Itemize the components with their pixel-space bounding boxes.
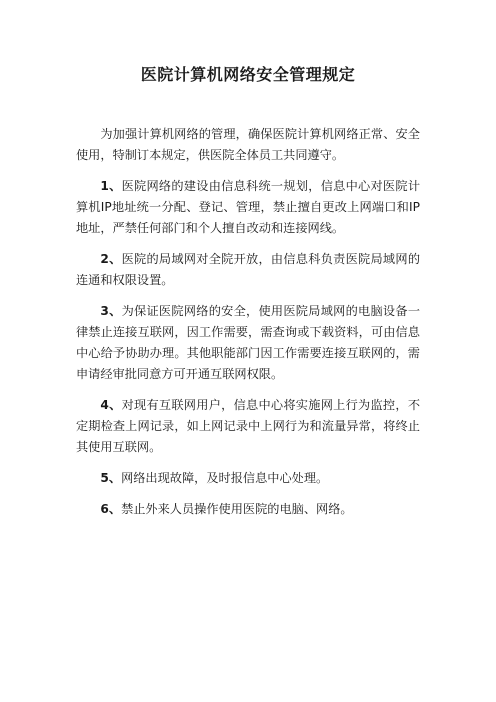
rule-item-5 [76,468,420,489]
rule-number: 3、 [100,304,122,318]
document-title: 医院计算机网络安全管理规定 [140,65,356,84]
rule-item-4 [76,395,420,458]
rule-text: 医院网络的建设由信息科统一规划，信息中心对医院计算机IP地址统一分配、登记、管理，禁止擅自更改上网端口和IP地址，严禁任何部门和个人擅自改动和连接网线。 [76,179,421,235]
rule-item-3 [76,301,420,385]
rule-item-6 [76,499,420,520]
intro-paragraph: 为加强计算机网络的管理，确保医院计算机网络正常、安全使用，特制订本规定，供医院全体员工共同遵守。 [76,127,420,162]
rule-number: 6、 [100,502,122,516]
rule-item-2 [76,249,420,291]
rule-number: 5、 [100,471,122,485]
rule-text: 为保证医院网络的安全，使用医院局域网的电脑设备一律禁止连接互联网，因工作需要，需查询或下载资料，可由信息中心给予协助办理。其他职能部门因工作需要连接互联网的，需申请经审批同意方可开通互联网权限。 [76,304,421,381]
rule-item-1 [76,176,420,239]
rule-text: 网络出现故障，及时报信息中心处理。 [121,471,329,485]
rule-number: 4、 [100,398,122,412]
rule-text: 对现有互联网用户，信息中心将实施网上行为监控，不定期检查上网记录，如上网记录中上网行为和流量异常，将终止其使用互联网。 [76,398,421,454]
rule-text: 医院的局域网对全院开放，由信息科负责医院局域网的连通和权限设置。 [76,252,421,287]
rule-number: 1、 [100,179,122,193]
rule-text: 禁止外来人员操作使用医院的电脑、网络。 [121,502,353,516]
rule-number: 2、 [100,252,122,266]
